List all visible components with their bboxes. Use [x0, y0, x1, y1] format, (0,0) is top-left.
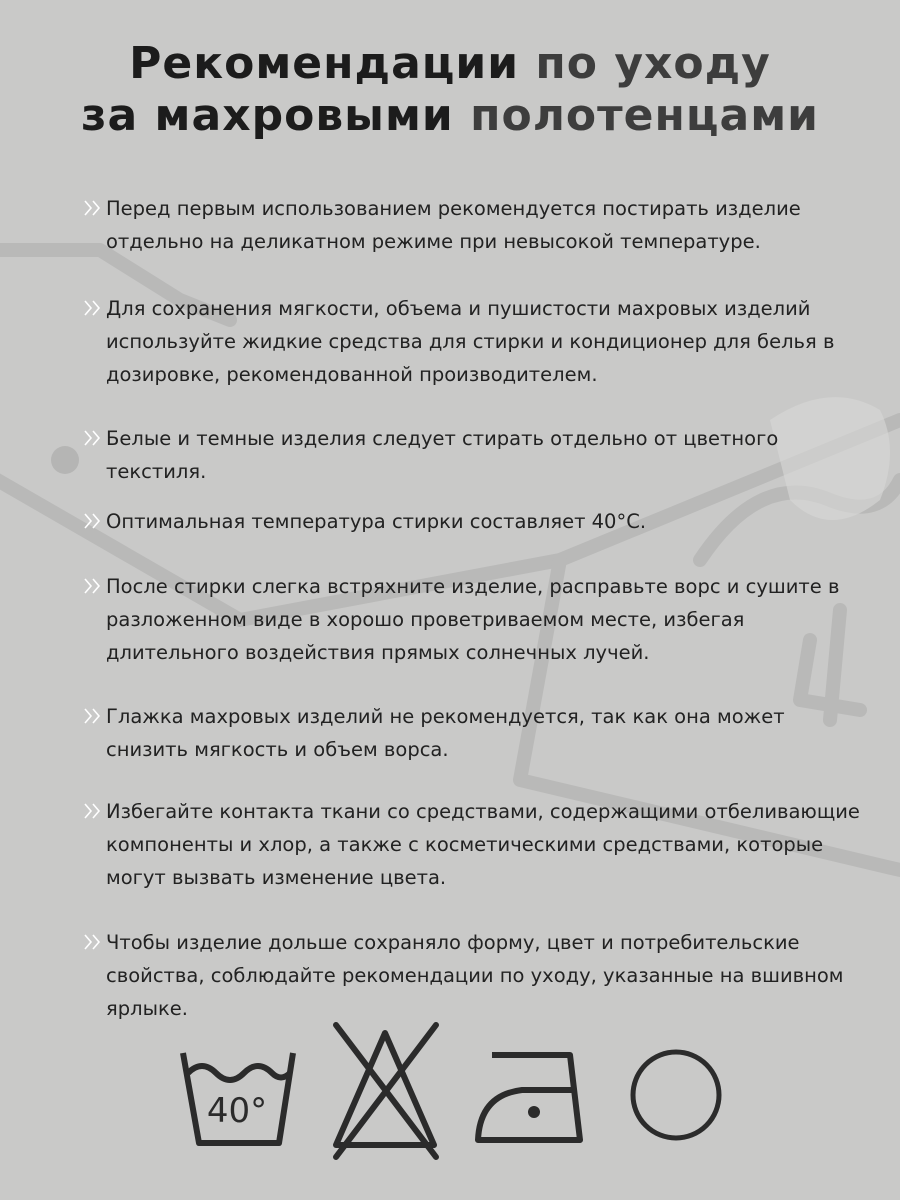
tip-item — [82, 926, 872, 1025]
care-symbols-row — [0, 1015, 900, 1165]
tip-text: Перед первым использованием рекомендуется постирать изделие отдельно на деликатном режиме при невысокой температуре. — [106, 197, 801, 253]
tip-item — [82, 192, 872, 258]
no-bleach-icon — [328, 1015, 443, 1160]
tip-item — [82, 422, 872, 488]
double-chevron-icon — [82, 577, 104, 595]
title-line1-muted: по уходу — [535, 38, 771, 89]
page-title — [0, 38, 900, 142]
double-chevron-icon — [82, 199, 104, 217]
title-line2-muted: полотенцами — [470, 90, 820, 141]
dry-clean-circle-icon — [628, 1015, 728, 1160]
double-chevron-icon — [82, 707, 104, 725]
wash-40-icon — [175, 1015, 300, 1160]
tip-item — [82, 505, 872, 538]
tip-text: Чтобы изделие дольше сохраняло форму, цвет и потребительские свойства, соблюдайте рекомендации по уходу, указанные на вшивном ярлыке. — [106, 931, 844, 1020]
tip-text: Оптимальная температура стирки составляет 40°C. — [106, 510, 647, 533]
double-chevron-icon — [82, 299, 104, 317]
iron-low-icon — [470, 1015, 605, 1160]
tip-text: Избегайте контакта ткани со средствами, содержащими отбеливающие компоненты и хлор, а также с косметическими средствами, которые могут вызвать изменение цвета. — [106, 800, 860, 889]
double-chevron-icon — [82, 802, 104, 820]
tip-text: После стирки слегка встряхните изделие, расправьте ворс и сушите в разложенном виде в хорошо проветриваемом месте, избегая длительного воздействия прямых солнечных лучей. — [106, 575, 840, 664]
double-chevron-icon — [82, 933, 104, 951]
tip-item — [82, 795, 872, 894]
double-chevron-icon — [82, 429, 104, 447]
title-line2-dark: за махровыми — [80, 90, 454, 141]
tip-text: Для сохранения мягкости, объема и пушистости махровых изделий используйте жидкие средства для стирки и кондиционер для белья в дозировке, рекомендованной производителем. — [106, 297, 835, 386]
tip-item — [82, 700, 872, 766]
wash-temperature-label: 40° — [206, 1091, 268, 1131]
tip-item — [82, 292, 872, 391]
title-line1-dark: Рекомендации — [129, 38, 520, 89]
tip-text: Глажка махровых изделий не рекомендуется, так как она может снизить мягкость и объем ворса. — [106, 705, 785, 761]
double-chevron-icon — [82, 512, 104, 530]
tip-text: Белые и темные изделия следует стирать отдельно от цветного текстиля. — [106, 427, 779, 483]
tip-item — [82, 570, 872, 669]
